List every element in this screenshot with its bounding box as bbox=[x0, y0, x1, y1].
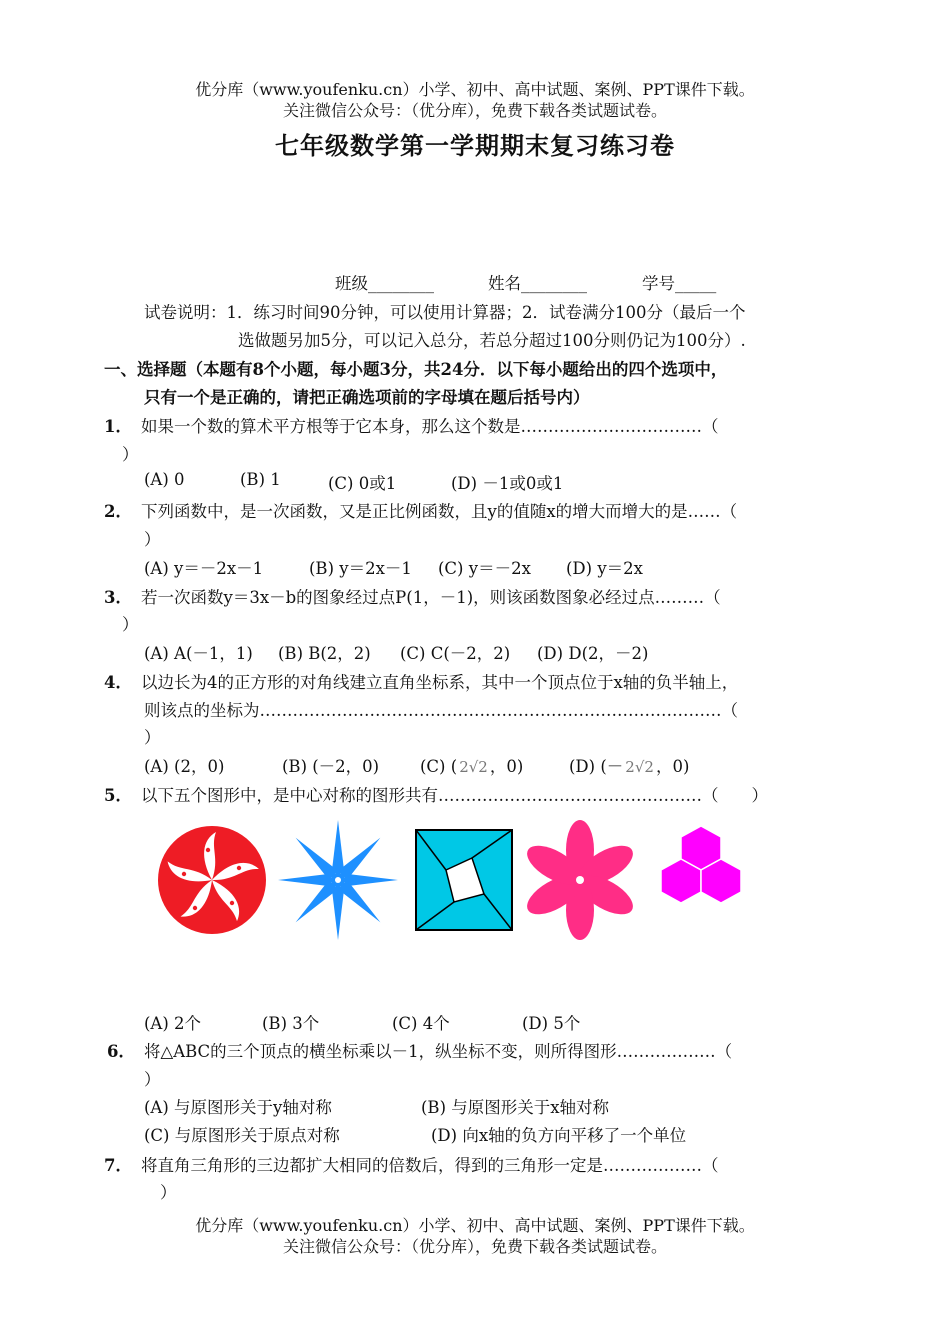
page-title: 七年级数学第一学期期末复习练习卷 bbox=[275, 131, 675, 160]
option-d: (D) y＝2x bbox=[566, 559, 643, 578]
option-a: (A) (2，0) bbox=[144, 757, 225, 776]
instructions-line-2: 选做题另加5分，可以记入总分，若总分超过100分则仍记为100分）. bbox=[238, 331, 746, 350]
answer-bracket: ） bbox=[122, 445, 139, 464]
question-text: 以边长为4的正方形的对角线建立直角坐标系，其中一个顶点位于x轴的负半轴上， bbox=[141, 673, 739, 692]
radical-value: 2√2 bbox=[459, 758, 488, 776]
option-d: (D) D(2，－2) bbox=[537, 644, 649, 663]
question-text-continued: 则该点的坐标为…………………………………………………………………………（ bbox=[144, 701, 738, 720]
class-field: 班级________ bbox=[335, 274, 434, 293]
question-number: 4． bbox=[104, 673, 132, 692]
figures-svg bbox=[150, 818, 770, 948]
answer-bracket: ） bbox=[144, 1070, 161, 1089]
option-d: (D) 向x轴的负方向平移了一个单位 bbox=[431, 1126, 687, 1145]
flower-figure bbox=[521, 820, 639, 940]
radical-value: 2√2 bbox=[625, 758, 654, 776]
question-text: 如果一个数的算术平方根等于它本身，那么这个数是……………………………（ bbox=[141, 417, 719, 436]
option-d: (D) －1或0或1 bbox=[451, 474, 564, 493]
question-text: 将△ABC的三个顶点的横坐标乘以－1，纵坐标不变，则所得图形………………（ bbox=[144, 1042, 733, 1061]
instructions-line-1: 试卷说明：1．练习时间90分钟，可以使用计算器；2．试卷满分100分（最后一个 bbox=[144, 303, 746, 322]
answer-bracket: ） bbox=[144, 728, 161, 747]
star-figure bbox=[278, 820, 398, 940]
option-c: (C) y＝－2x bbox=[438, 559, 531, 578]
option-b: (B) 与原图形关于x轴对称 bbox=[421, 1098, 610, 1117]
question-number: 2． bbox=[104, 502, 132, 521]
option-c: (C) 与原图形关于原点对称 bbox=[144, 1126, 340, 1145]
footer-line-2: 关注微信公众号：（优分库），免费下载各类试题试卷。 bbox=[282, 1237, 667, 1256]
option-c bbox=[420, 753, 523, 777]
option-b: (B) y＝2x－1 bbox=[309, 559, 412, 578]
bauhinia-figure bbox=[158, 826, 266, 934]
option-c-close: ，0) bbox=[489, 757, 524, 776]
option-d: (D) 5个 bbox=[522, 1014, 581, 1033]
question-number: 6． bbox=[107, 1042, 135, 1061]
section-heading-line-1: 一、选择题（本题有8个小题，每小题3分，共24分．以下每小题给出的四个选项中， bbox=[104, 360, 728, 379]
option-a: (A) y＝－2x－1 bbox=[144, 559, 264, 578]
question-text: 将直角三角形的三边都扩大相同的倍数后，得到的三角形一定是………………（ bbox=[141, 1156, 719, 1175]
option-a: (A) 与原图形关于y轴对称 bbox=[144, 1098, 332, 1117]
question-text: 以下五个图形中，是中心对称的图形共有…………………………………………（ ） bbox=[141, 786, 768, 805]
answer-bracket: ） bbox=[144, 530, 161, 549]
option-c: (C) 4个 bbox=[392, 1014, 450, 1033]
option-c: (C) 0或1 bbox=[328, 474, 397, 493]
hexagons-figure bbox=[661, 826, 741, 903]
option-b: (B) (－2，0) bbox=[282, 757, 380, 776]
answer-bracket: ） bbox=[122, 615, 139, 634]
option-d-open: (D) (－ bbox=[569, 757, 624, 776]
option-b: (B) 1 bbox=[240, 470, 281, 489]
figures-row bbox=[150, 818, 770, 948]
option-b: (B) B(2，2) bbox=[278, 644, 371, 663]
option-a: (A) A(－1，1) bbox=[144, 644, 253, 663]
option-a: (A) 2个 bbox=[144, 1014, 202, 1033]
header-line-2: 关注微信公众号：（优分库），免费下载各类试题试卷。 bbox=[282, 101, 667, 120]
answer-bracket: ） bbox=[160, 1183, 177, 1202]
question-number: 3． bbox=[104, 588, 132, 607]
footer-line-1: 优分库（www.youfenku.cn）小学、初中、高中试题、案例、PPT课件下载。 bbox=[195, 1216, 755, 1235]
option-d bbox=[569, 753, 689, 777]
option-b: (B) 3个 bbox=[262, 1014, 320, 1033]
question-number: 1． bbox=[104, 417, 132, 436]
student-number-field: 学号_____ bbox=[642, 274, 717, 293]
square-pinwheel-figure bbox=[416, 830, 512, 930]
question-number: 5． bbox=[104, 786, 132, 805]
option-d-close: ，0) bbox=[655, 757, 690, 776]
question-text: 下列函数中，是一次函数，又是正比例函数，且y的值随x的增大而增大的是……（ bbox=[141, 502, 738, 521]
question-text: 若一次函数y＝3x－b的图象经过点P(1，－1)，则该函数图象必经过点………（ bbox=[141, 588, 721, 607]
question-number: 7． bbox=[104, 1156, 132, 1175]
option-c-open: (C) ( bbox=[420, 757, 458, 776]
option-a: (A) 0 bbox=[144, 470, 185, 489]
section-heading-line-2: 只有一个是正确的，请把正确选项前的字母填在题后括号内） bbox=[144, 388, 590, 407]
option-c: (C) C(－2，2) bbox=[400, 644, 511, 663]
header-line-1: 优分库（www.youfenku.cn）小学、初中、高中试题、案例、PPT课件下载。 bbox=[195, 80, 755, 99]
name-field: 姓名________ bbox=[488, 274, 587, 293]
